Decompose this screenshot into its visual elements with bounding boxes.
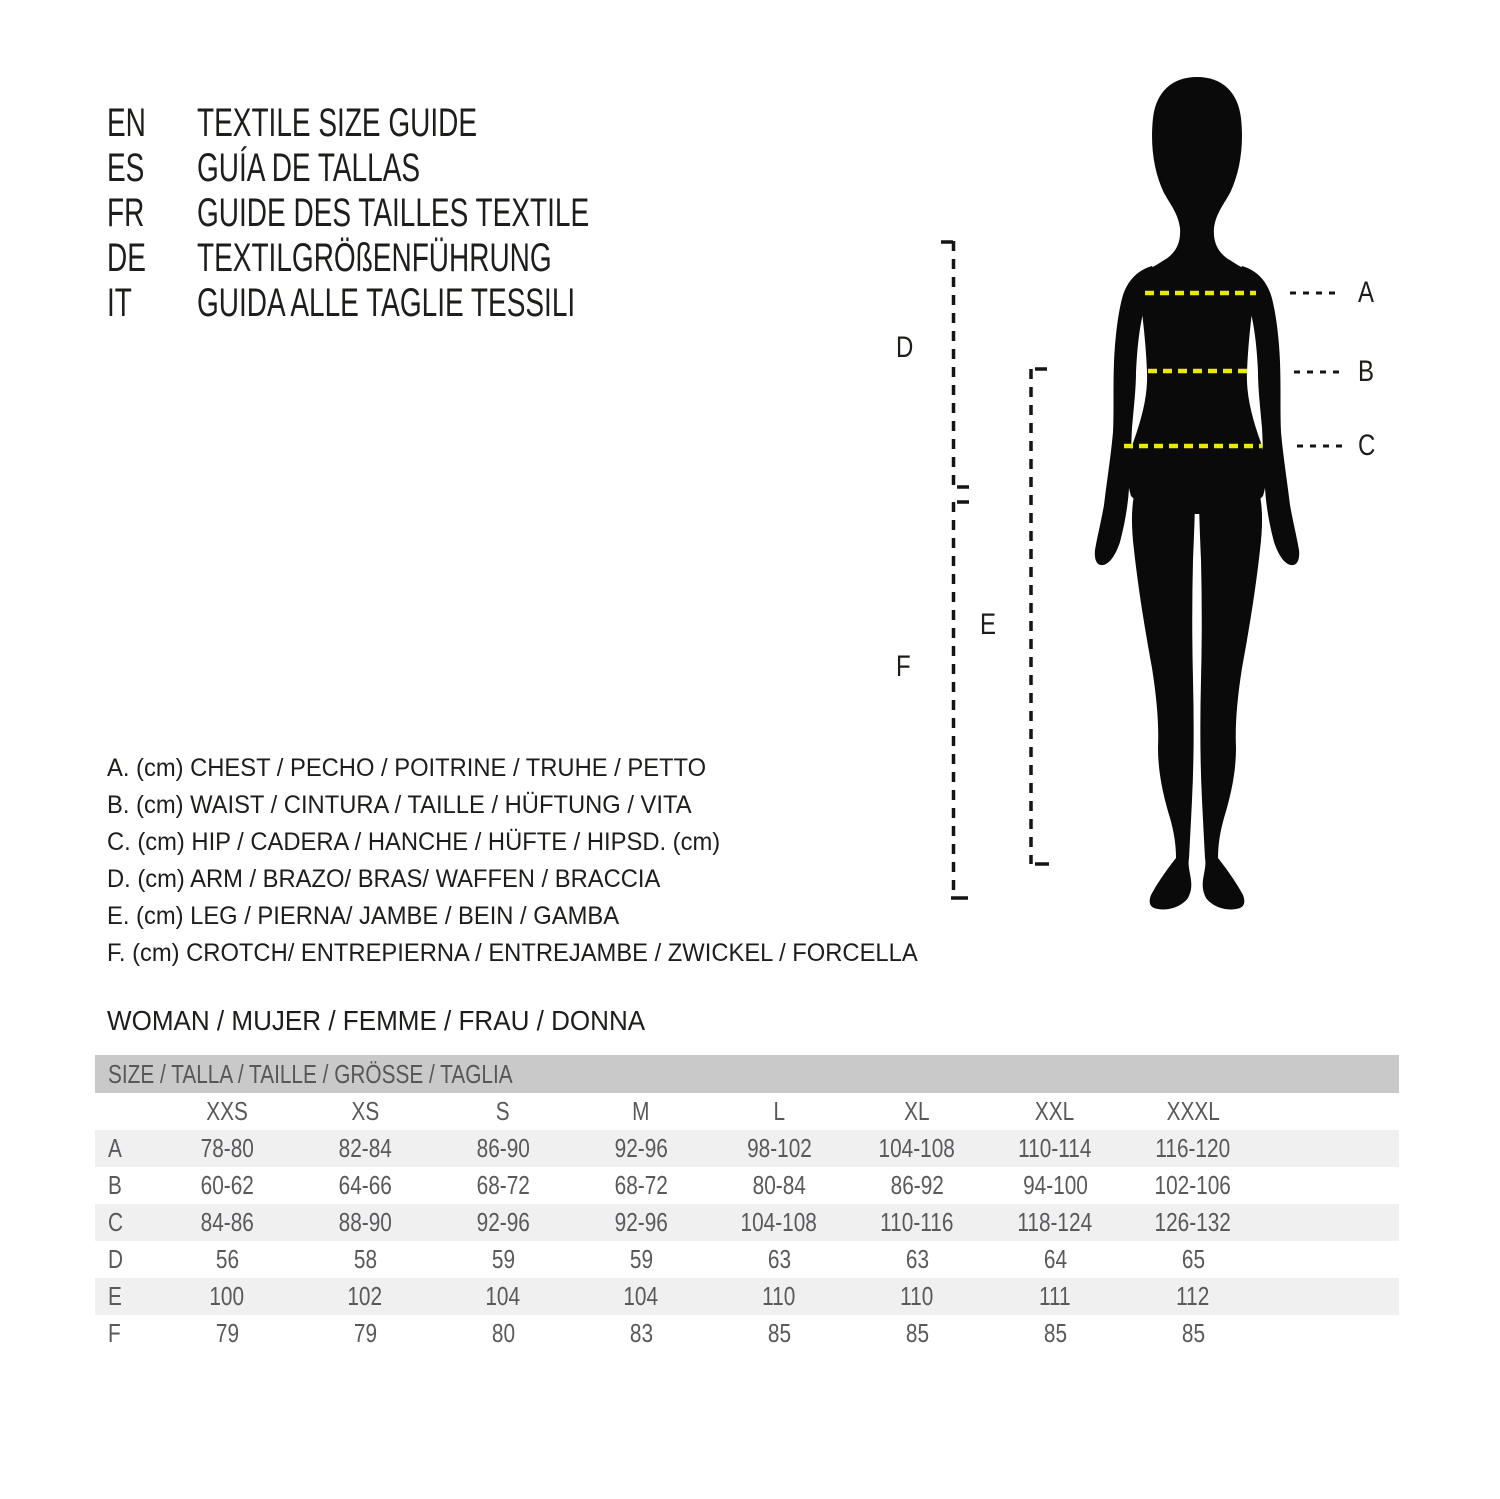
table-cell-text: 65 [1181,1244,1205,1274]
table-cell [1124,1207,1262,1238]
table-cell-text: 85 [767,1318,791,1348]
size-column-header [434,1096,572,1127]
table-cell [710,1318,848,1349]
table-cell-text: 104 [623,1281,659,1311]
size-column-header [158,1096,296,1127]
table-row-label [95,1244,158,1275]
measurement-legend-text: A. (cm) CHEST / PECHO / POITRINE / TRUHE / PETTO [107,754,707,782]
table-cell [1124,1318,1262,1349]
woman-silhouette [1095,77,1299,909]
silhouette-left-leg [1132,484,1195,909]
size-column-header-text: XS [351,1096,379,1126]
measurement-legend-text: B. (cm) WAIST / CINTURA / TAILLE / HÜFTUNG / VITA [107,791,692,819]
language-code-text: EN [107,101,146,145]
table-cell-text: 63 [767,1244,791,1274]
size-column-header [296,1096,434,1127]
size-column-header-text: XXXL [1166,1096,1220,1126]
silhouette-right-leg [1199,484,1262,909]
table-cell [296,1281,434,1312]
table-cell [848,1133,986,1164]
figure-label-a-text: A [1358,276,1375,309]
figure-label-chest [1358,277,1378,309]
table-cell [710,1244,848,1275]
table-cell [572,1170,710,1201]
figure-label-d-text: D [896,331,914,364]
size-column-header [1124,1096,1262,1127]
table-cell [296,1244,434,1275]
language-code [107,146,197,191]
measurement-legend [107,750,960,972]
language-title-text: GUÍA DE TALLAS [197,146,421,190]
table-cell-text: 63 [905,1244,929,1274]
table-cell-text: 92-96 [476,1207,530,1237]
language-title-block [107,101,757,326]
table-cell [572,1318,710,1349]
table-cell [848,1281,986,1312]
measurement-legend-row [107,898,960,935]
table-cell [986,1170,1124,1201]
table-cell-text: 64 [1043,1244,1067,1274]
size-column-header [710,1096,848,1127]
table-cell [434,1170,572,1201]
table-row-label-text: C [108,1207,124,1237]
language-title [197,146,516,191]
figure-label-e-text: E [980,608,997,641]
language-title [197,191,757,236]
figure-label-f-text: F [896,650,911,683]
size-column-header-text: XL [904,1096,930,1126]
table-row-label [95,1207,158,1238]
leader-dash-lines [1290,293,1342,446]
table-row [95,1167,1399,1204]
size-column-header [986,1096,1124,1127]
language-code [107,191,197,236]
silhouette-torso [1128,256,1266,514]
table-cell [296,1133,434,1164]
table-cell-text: 110-116 [880,1207,954,1237]
table-cell-text: 83 [629,1318,653,1348]
table-cell [848,1318,986,1349]
table-cell [710,1207,848,1238]
table-row-label-text: A [108,1133,122,1163]
table-row-label [95,1318,158,1349]
table-cell [158,1281,296,1312]
table-cell [434,1318,572,1349]
table-cell-text: 82-84 [338,1133,392,1163]
table-cell-text: 104 [485,1281,521,1311]
table-cell [710,1170,848,1201]
table-cell-text: 79 [215,1318,239,1348]
measurement-legend-text: D. (cm) ARM / BRAZO/ BRAS/ WAFFEN / BRACCIA [107,865,661,893]
table-cell-text: 111 [1039,1281,1071,1311]
language-code-text: ES [107,146,145,190]
table-cell [1124,1170,1262,1201]
table-cell [1124,1281,1262,1312]
measurement-legend-row [107,824,960,861]
table-row [95,1130,1399,1167]
table-cell [572,1281,710,1312]
table-cell-text: 118-124 [1017,1207,1093,1237]
size-column-header-text: XXL [1035,1096,1075,1126]
table-cell-text: 68-72 [476,1170,530,1200]
size-table-header-text: SIZE / TALLA / TAILLE / GRÖSSE / TAGLIA [108,1059,513,1089]
table-cell [848,1170,986,1201]
table-cell [986,1133,1124,1164]
table-cell [158,1318,296,1349]
figure-label-crotch [896,651,914,683]
table-cell [1124,1244,1262,1275]
table-cell-text: 86-92 [890,1170,944,1200]
table-row-label [95,1281,158,1312]
table-cell-text: 92-96 [614,1207,668,1237]
language-row [107,191,757,236]
table-row-label-text: F [108,1318,121,1348]
table-cell [986,1244,1124,1275]
table-cell-text: 88-90 [338,1207,392,1237]
table-cell-text: 68-72 [614,1170,668,1200]
language-code [107,101,197,146]
table-cell-text: 104-108 [878,1133,956,1163]
figure-label-waist [1358,356,1378,388]
table-row-label-text: B [108,1170,122,1200]
table-cell [296,1170,434,1201]
silhouette-head-neck [1144,77,1250,282]
table-row-label [95,1170,158,1201]
language-code [107,236,197,281]
table-cell [710,1133,848,1164]
size-table-header [95,1055,1399,1093]
table-cell [848,1244,986,1275]
table-cell-text: 80-84 [752,1170,806,1200]
table-cell-text: 110-114 [1018,1133,1092,1163]
table-cell [296,1207,434,1238]
language-title-text: TEXTILGRÖßENFÜHRUNG [197,236,552,280]
table-cell [434,1207,572,1238]
size-columns-row [95,1093,1399,1130]
language-code-text: FR [107,191,145,235]
table-cell [158,1244,296,1275]
language-title [197,101,597,146]
language-title [197,281,737,326]
table-cell [572,1133,710,1164]
table-cell-text: 80 [491,1318,515,1348]
table-cell [158,1207,296,1238]
figure-label-hip [1358,430,1380,462]
language-title-text: GUIDE DES TAILLES TEXTILE [197,191,590,235]
language-row [107,281,757,326]
table-cell [572,1207,710,1238]
figure-label-c-text: C [1358,429,1376,462]
silhouette-right-arm [1236,266,1299,565]
table-cell [572,1244,710,1275]
language-title-text: GUIDA ALLE TAGLIE TESSILI [197,281,576,325]
language-code [107,281,197,326]
measurement-legend-row [107,935,960,972]
table-cell [434,1133,572,1164]
table-cell [986,1318,1124,1349]
table-cell-text: 64-66 [338,1170,392,1200]
table-cell-text: 110 [900,1281,934,1311]
size-table [95,1055,1399,1352]
size-column-header-text: S [496,1096,510,1126]
language-code-text: IT [107,281,132,325]
table-row [95,1278,1399,1315]
size-column-header [572,1096,710,1127]
table-cell-text: 78-80 [200,1133,254,1163]
size-column-header-text: M [632,1096,650,1126]
table-cell-text: 86-90 [476,1133,530,1163]
table-cell-text: 59 [629,1244,653,1274]
table-row [95,1315,1399,1352]
table-cell-text: 58 [353,1244,377,1274]
table-cell [296,1318,434,1349]
table-cell-text: 100 [209,1281,245,1311]
measurement-legend-row [107,750,960,787]
table-cell-text: 84-86 [200,1207,254,1237]
size-table-body [95,1093,1399,1352]
gender-heading [107,1005,686,1037]
table-cell-text: 110 [762,1281,796,1311]
table-cell [158,1133,296,1164]
table-cell-text: 102-106 [1154,1170,1232,1200]
table-cell [434,1281,572,1312]
table-cell-text: 85 [1043,1318,1067,1348]
table-cell-text: 104-108 [740,1207,818,1237]
table-cell-text: 59 [491,1244,515,1274]
table-cell [434,1244,572,1275]
size-column-header-text: XXS [206,1096,248,1126]
table-row [95,1241,1399,1278]
table-cell-text: 92-96 [614,1133,668,1163]
table-cell [848,1207,986,1238]
size-column-header [848,1096,986,1127]
table-cell-text: 60-62 [200,1170,254,1200]
size-column-header-text: L [773,1096,785,1126]
table-cell [986,1207,1124,1238]
table-cell-text: 116-120 [1155,1133,1231,1163]
language-code-text: DE [107,236,146,280]
measurement-legend-text: C. (cm) HIP / CADERA / HANCHE / HÜFTE / HIPSD. (cm) [107,828,721,856]
vertical-dash-lines [954,241,1032,899]
measure-dash-lines [1124,293,1262,446]
table-cell-text: 98-102 [746,1133,812,1163]
figure-label-arm [896,332,918,364]
measurement-legend-text: E. (cm) LEG / PIERNA/ JAMBE / BEIN / GAMBA [107,902,620,930]
measurement-legend-text: F. (cm) CROTCH/ ENTREPIERNA / ENTREJAMBE / ZWICKEL / FORCELLA [107,939,918,967]
figure-label-leg [980,609,1000,641]
table-cell [986,1281,1124,1312]
table-cell-text: 79 [353,1318,377,1348]
measurement-legend-row [107,861,960,898]
table-row-label-text: E [108,1281,122,1311]
table-cell-text: 85 [1181,1318,1205,1348]
table-cell-text: 112 [1176,1281,1210,1311]
table-cell-text: 102 [347,1281,383,1311]
language-title [197,236,704,281]
table-cell-text: 56 [215,1244,239,1274]
table-cell-text: 85 [905,1318,929,1348]
table-row [95,1204,1399,1241]
silhouette-left-arm [1095,266,1158,565]
figure-label-b-text: B [1358,355,1375,388]
measurement-legend-row [107,787,960,824]
table-cell-text: 94-100 [1022,1170,1088,1200]
language-row [107,146,757,191]
language-row [107,101,757,146]
table-cell [158,1170,296,1201]
table-row-label-text: D [108,1244,124,1274]
gender-heading-text: WOMAN / MUJER / FEMME / FRAU / DONNA [107,1005,646,1036]
table-cell [710,1281,848,1312]
table-row-label [95,1133,158,1164]
language-title-text: TEXTILE SIZE GUIDE [197,101,478,145]
table-cell [1124,1133,1262,1164]
language-row [107,236,757,281]
table-cell-text: 126-132 [1154,1207,1232,1237]
